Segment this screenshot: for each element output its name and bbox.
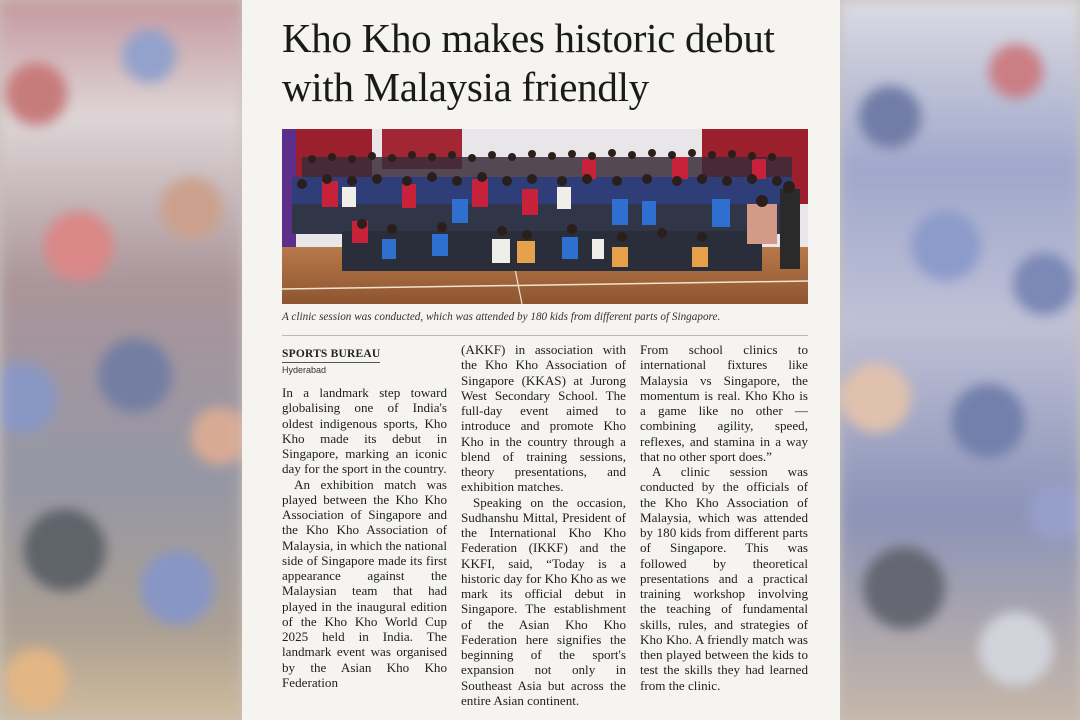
- newspaper-article: [242, 0, 840, 720]
- photo-caption: A clinic session was conducted, which was attended by 180 kids from different parts of Singapore.: [282, 311, 721, 323]
- blurred-background-left: [0, 0, 242, 720]
- divider-rule: [282, 335, 808, 336]
- paragraph: A clinic session was conducted by the officials of the Kho Kho Association of Malaysia, which was attended by 180 kids from different parts of Singapore. This was followed by theoretical presentations and a practical training workshop involving the teaching of fundamental skills, rules, and strategies of Kho Kho. A friendly match was then played between the kids to test the skills they had learned from the clinic.: [640, 464, 808, 693]
- blurred-background-right: [840, 0, 1080, 720]
- paragraph: Speaking on the occasion, Sudhanshu Mittal, President of the International Kho Kho Federation (IKKF) and the KKFI, said, “Today is a historic day for Kho Kho as we mark its official debut in Singapore. The establishment of the Asian Kho Kho Federation here signifies the beginning of the sport's expansion not only in Southeast Asia but across the entire Asian continent.: [461, 494, 626, 708]
- article-column-1: [282, 385, 447, 690]
- paragraph: In a landmark step toward globalising one of India's oldest indigenous sports, Kho Kho made its debut in Singapore, marking an iconic day for the sport in the country.: [282, 385, 447, 477]
- paragraph: (AKKF) in association with the Kho Kho Association of Singapore (KKAS) at Jurong West Secondary School. The full-day event aimed to introduce and promote Kho Kho in the country through a blend of training sessions, theory presentations, and exhibition matches.: [461, 342, 626, 495]
- article-column-2: [461, 342, 626, 708]
- byline: [282, 342, 442, 375]
- paragraph: From school clinics to international fixtures like Malaysia vs Singapore, the momentum is real. Kho Kho is a game like no other — combining agility, speed, reflexes, and stamina in a way that no other sport does.”: [640, 342, 808, 464]
- byline-location: Hyderabad: [282, 365, 327, 375]
- article-column-3: [640, 342, 808, 693]
- team-group-photo: [282, 129, 808, 304]
- byline-bureau: SPORTS BUREAU: [282, 348, 380, 363]
- headline: Kho Kho makes historic debut with Malaysia friendly: [282, 15, 775, 110]
- paragraph: An exhibition match was played between the Kho Kho Association of Singapore and the Kho Kho Association of Malaysia, in which the national side of Singapore made its first appearance against the Malaysian team that had played in the inaugural edition of the Kho Kho World Cup 2025 held in India. The landmark event was organised by the Asian Kho Kho Federation: [282, 476, 447, 690]
